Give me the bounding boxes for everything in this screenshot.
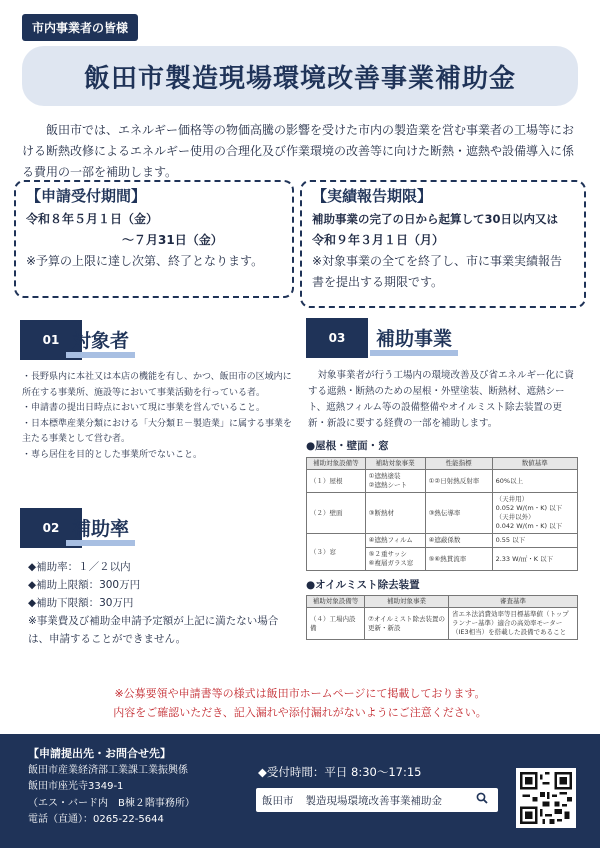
table-row bbox=[307, 493, 578, 534]
title-band bbox=[22, 46, 578, 106]
table-cell: ④遮蔽係数 bbox=[425, 534, 492, 548]
list-item: ・長野県内に本社又は本店の機能を有し、かつ、飯田市の区域内に所在する事業所、施設等において事業活動を行っている者。 bbox=[22, 372, 292, 398]
report-period-note: ※対象事業の全てを終了し、市に事業実績報告書を提出する期限です。 bbox=[312, 254, 563, 289]
contact-phone: 電話（直通）：0265-22-5644 bbox=[28, 814, 164, 825]
rate-details bbox=[20, 558, 298, 648]
section-title: 補助率 bbox=[66, 518, 135, 546]
notice-line: ※公募要領や申請書等の様式は飯田市ホームページにて掲載しております。 bbox=[114, 687, 486, 700]
list-item: ・専ら居住を目的とした事業所でないこと。 bbox=[22, 449, 203, 460]
table-cell: （２）壁面 bbox=[307, 493, 366, 534]
list-item: ・日本標準産業分類における「大分類Ｅ－製造業」に属する事業を主たる事業として営む者。 bbox=[22, 418, 293, 444]
table-cell: 2.33 W/㎡・K 以下 bbox=[492, 548, 577, 571]
table-cell: 0.55 以下 bbox=[492, 534, 577, 548]
section-title: 補助事業 bbox=[370, 328, 458, 356]
table-header: 補助対象設備等 bbox=[307, 596, 365, 608]
subheading-roof-wall-window: ●屋根・壁面・窓 bbox=[306, 440, 389, 452]
contact-building: （エス・バード内 B棟２階事務所） bbox=[28, 797, 195, 809]
table-cell: ⑦オイルミスト除去装置の更新・新設 bbox=[365, 608, 449, 640]
section-eligible bbox=[20, 320, 298, 463]
subsidy-max: ◆補助上限額：300万円 bbox=[28, 579, 141, 591]
section-title: 対象者 bbox=[66, 330, 135, 358]
application-period-heading: 【申請受付期間】 bbox=[26, 187, 147, 205]
section-number: 03 bbox=[306, 318, 368, 358]
spec-table-insulation bbox=[306, 457, 578, 571]
search-icon[interactable] bbox=[476, 792, 498, 808]
search-query: 製造現場環境改善事業補助金 bbox=[305, 794, 442, 807]
list-item: ・申請書の提出日時点において現に事業を営んでいること。 bbox=[22, 403, 266, 413]
intro-text: 飯田市では、エネルギー価格等の物価高騰の影響を受けた市内の製造業を営む事業者の工場等における断熱改修によるエネルギー使用の合理化及び作業環境の改善等に向けた断熱・遮熱や設備導入に係る費用の一部を補助します。 bbox=[22, 123, 575, 179]
subheading-oil-mist: ●オイルミスト除去装置 bbox=[306, 579, 420, 591]
application-start-date: 令和８年５月１日（金） bbox=[26, 212, 159, 226]
spec-table-oil-mist bbox=[306, 595, 578, 640]
notice-line: 内容をご確認いただき、記入漏れや添付漏れがないようにご注意ください。 bbox=[113, 706, 487, 719]
table-cell: （４）工場内設備 bbox=[307, 608, 365, 640]
reception-hours: ◆受付時間：平日 8:30～17:15 bbox=[258, 765, 422, 779]
table-cell: ③熱伝導率 bbox=[425, 493, 492, 534]
report-period-heading: 【実績報告期限】 bbox=[312, 187, 433, 205]
notice bbox=[0, 684, 600, 722]
contact-block bbox=[28, 746, 195, 829]
table-cell: ③断熱材 bbox=[365, 493, 425, 534]
report-period-box bbox=[300, 180, 586, 308]
table-cell: （天井用） 0.052 W/(m・K) 以下 （天井以外） 0.042 W/(m・K) 以下 bbox=[492, 493, 577, 534]
table-cell: 60%以上 bbox=[492, 470, 577, 493]
table-header: 補助対象事業 bbox=[365, 458, 425, 470]
application-end-date: ～７月31日（金） bbox=[122, 233, 223, 247]
application-period-box bbox=[14, 180, 294, 298]
page-title: 飯田市製造現場環境改善事業補助金 bbox=[83, 63, 516, 94]
audience-tag: 市内事業者の皆様 bbox=[22, 14, 138, 41]
section-projects bbox=[306, 318, 582, 640]
search-city: 飯田市 bbox=[262, 794, 294, 807]
table-header: 性能指標 bbox=[425, 458, 492, 470]
subsidy-rate: ◆補助率：１／２以内 bbox=[28, 561, 131, 573]
section-number: 01 bbox=[20, 320, 82, 360]
contact-heading: 【申請提出先・お問合せ先】 bbox=[28, 747, 171, 760]
application-period-note: ※予算の上限に達し次第、終了となります。 bbox=[26, 254, 264, 268]
table-row bbox=[307, 608, 578, 640]
projects-description: 対象事業者が行う工場内の環境改善及び省エネルギー化に資する遮熱・断熱のための屋根・外壁塗装、断熱材、遮熱シート、遮熱フィルム等の設備整備やオイルミスト除去装置の更新・新設に要する経費の一部を補助します。 bbox=[308, 370, 575, 429]
contact-address: 飯田市座光寺3349-1 bbox=[28, 781, 124, 792]
table-cell: （３）窓 bbox=[307, 534, 366, 571]
table-cell: ①遮熱塗装 ②遮熱シート bbox=[365, 470, 425, 493]
subsidy-min: ◆補助下限額：30万円 bbox=[28, 597, 134, 609]
table-header: 補助対象設備等 bbox=[307, 458, 366, 470]
rate-note: ※事業費及び補助金申請予定額が上記に満たない場合は、申請することができません。 bbox=[28, 615, 279, 645]
eligibility-list bbox=[20, 370, 298, 463]
table-cell: ①②日射熱反射率 bbox=[425, 470, 492, 493]
contact-department: 飯田市産業経済部工業課工業振興係 bbox=[28, 764, 188, 776]
footer bbox=[0, 734, 600, 848]
table-header: 補助対象事業 bbox=[365, 596, 449, 608]
table-cell: ④遮熱フィルム bbox=[365, 534, 425, 548]
table-cell: 省エネ法消費効率等目標基準値（トップランナー基準）適合の高効率モーター（IE3相当）を搭載した設備であること bbox=[449, 608, 578, 640]
report-period-line2: 令和９年３月１日（月） bbox=[312, 233, 445, 247]
table-cell: （１）屋根 bbox=[307, 470, 366, 493]
section-number: 02 bbox=[20, 508, 82, 548]
report-period-line1: 補助事業の完了の日から起算して30日以内又は bbox=[312, 212, 559, 226]
section-rate bbox=[20, 508, 298, 648]
table-header: 数値基準 bbox=[492, 458, 577, 470]
search-box[interactable] bbox=[256, 788, 498, 812]
table-cell: ⑤⑥熱貫流率 bbox=[425, 548, 492, 571]
table-row bbox=[307, 534, 578, 548]
qr-code[interactable] bbox=[516, 768, 576, 828]
table-header: 審査基準 bbox=[449, 596, 578, 608]
table-cell: ⑤２重サッシ ⑥複層ガラス窓 bbox=[365, 548, 425, 571]
table-row bbox=[307, 470, 578, 493]
